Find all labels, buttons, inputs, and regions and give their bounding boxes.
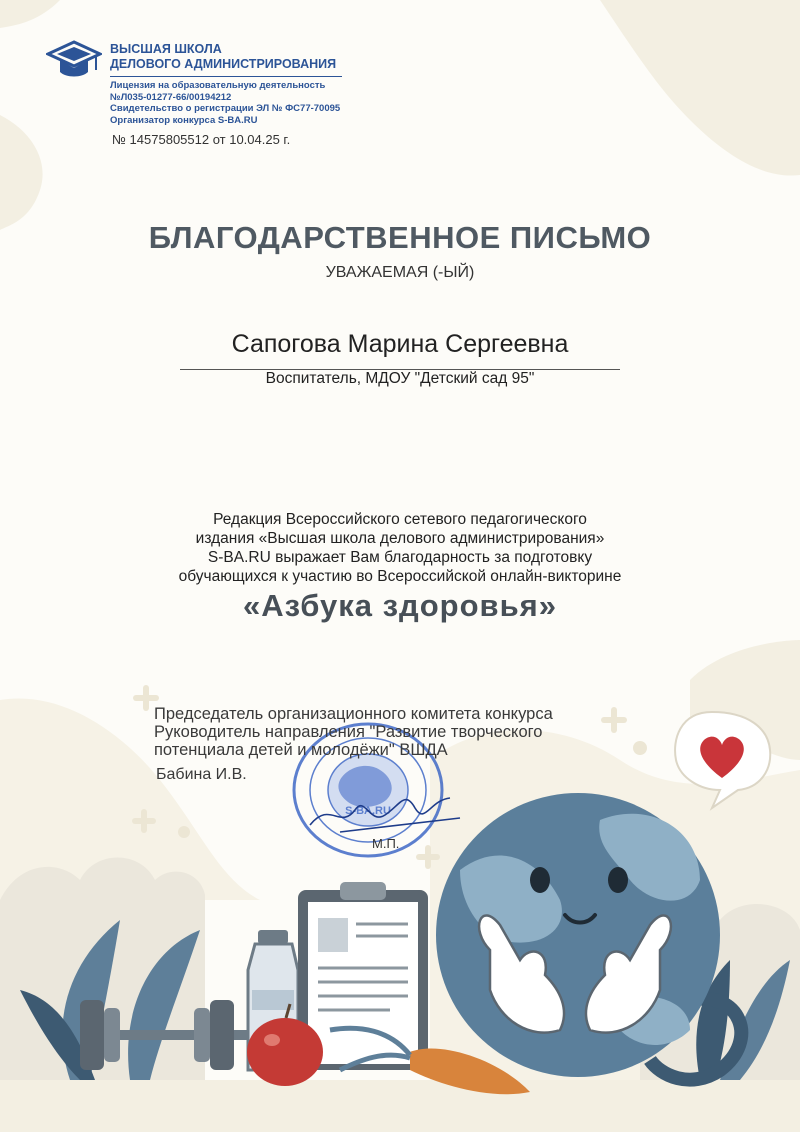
contest-name: «Азбука здоровья»	[243, 588, 557, 623]
org-name-line1: ВЫСШАЯ ШКОЛА	[110, 42, 222, 56]
document-number: № 14575805512 от 10.04.25 г.	[112, 132, 291, 147]
letter-title: БЛАГОДАРСТВЕННОЕ ПИСЬМО	[148, 220, 652, 255]
stamp-place-mark: М.П.	[372, 836, 400, 851]
license-number: №Л035-01277-66/00194212	[110, 91, 232, 103]
recipient-position: Воспитатель, МДОУ "Детский сад 95"	[265, 370, 535, 387]
registration-text: Свидетельство о регистрации ЭЛ № ФС77-70095	[110, 103, 341, 114]
body-line: обучающихся к участию во Всероссийской онлайн-викторине	[178, 568, 622, 585]
greeting: УВАЖАЕМАЯ (-ЫЙ)	[325, 264, 475, 281]
license-text: Лицензия на образовательную деятельность	[110, 80, 326, 91]
stamp-text: S-BA.RU	[345, 805, 391, 817]
heart-icon	[675, 712, 770, 808]
organizer-text: Организатор конкурса S-BA.RU	[110, 114, 258, 126]
body-line: S-BA.RU выражает Вам благодарность за подготовку	[207, 549, 593, 566]
signature-line: потенциала детей и молодёжи" ВШДА	[154, 741, 448, 759]
body-line: Редакция Всероссийского сетевого педагогического	[213, 511, 587, 528]
org-name-line2: ДЕЛОВОГО АДМИНИСТРИРОВАНИЯ	[110, 57, 337, 71]
recipient-name: Сапогова Марина Сергеевна	[231, 330, 569, 358]
signature-line: Председатель организационного комитета конкурса	[154, 705, 553, 723]
signer-name: Бабина И.В.	[156, 766, 247, 783]
body-line: издания «Высшая школа делового администрирования»	[195, 530, 605, 547]
signature-line: Руководитель направления "Развитие творческого	[154, 723, 543, 741]
